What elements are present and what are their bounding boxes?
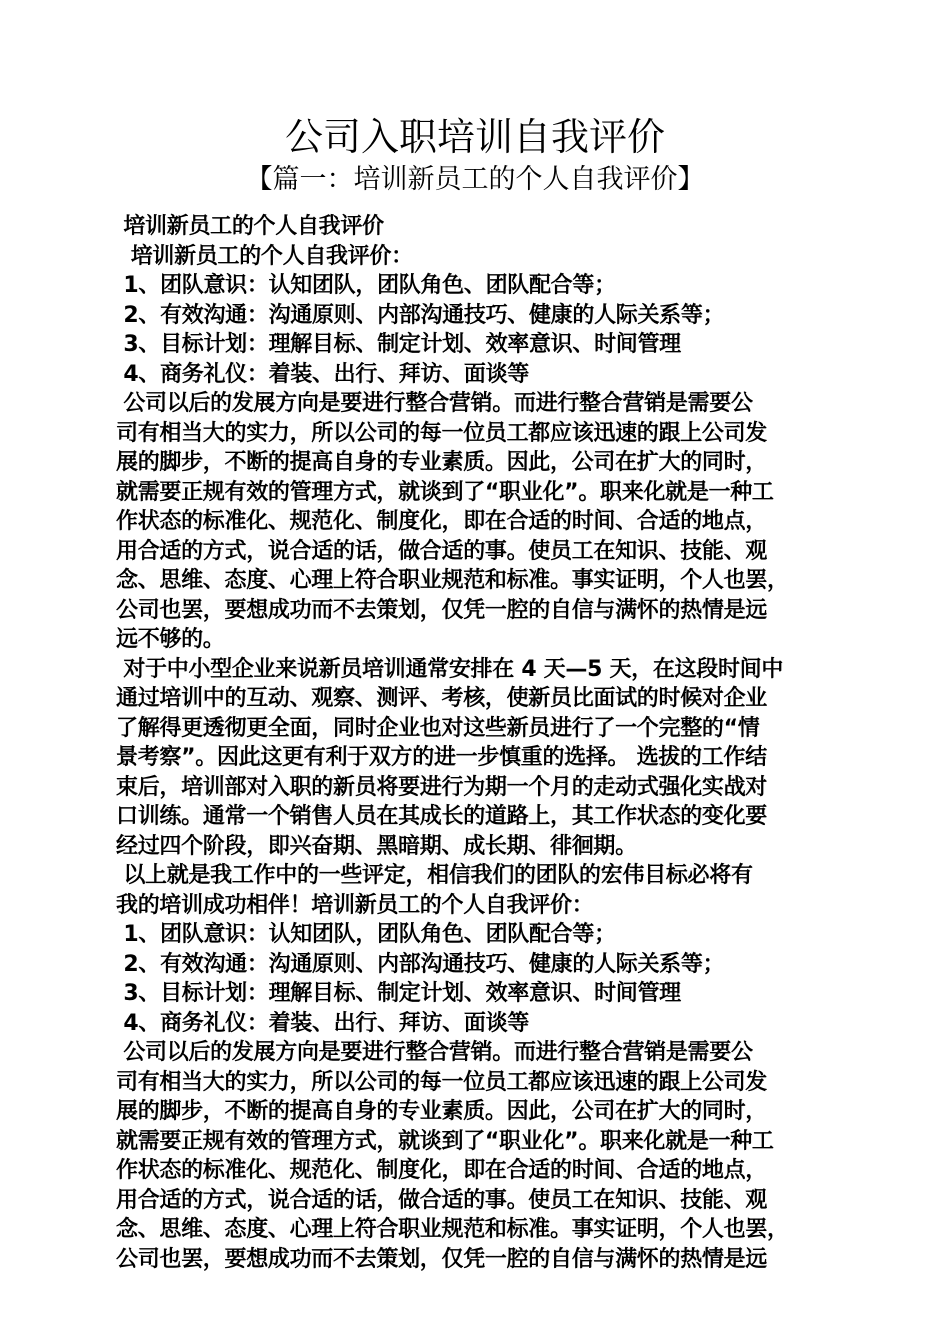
text-line: 4、商务礼仪：着装、出行、拜访、面谈等 [116, 1010, 529, 1036]
text-line: 培训新员工的个人自我评价： [116, 243, 413, 269]
text-line: 对于中小型企业来说新员培训通常安排在 4 天—5 天，在这段时间中 [116, 656, 784, 682]
text-line: 就需要正规有效的管理方式，就谈到了“职业化”。职来化就是一种工 [116, 1128, 774, 1154]
text-line: 了解得更透彻更全面，同时企业也对这些新员进行了一个完整的“情 [116, 715, 760, 741]
text-line: 通过培训中的互动、观察、测评、考核，使新员比面试的时候对企业 [116, 686, 768, 711]
document-subtitle: 【篇一：培训新员工的个人自我评价】 [245, 164, 705, 195]
text-line: 公司以后的发展方向是要进行整合营销。而进行整合营销是需要公 [116, 1040, 753, 1065]
text-line: 经过四个阶段，即兴奋期、黑暗期、成长期、徘徊期。 [116, 833, 637, 859]
text-line: 作状态的标准化、规范化、制度化，即在合适的时间、合适的地点， [116, 509, 768, 534]
text-line: 1、团队意识：认知团队，团队角色、团队配合等； [116, 273, 616, 298]
text-line: 3、目标计划：理解目标、制定计划、效率意识、时间管理 [116, 981, 681, 1006]
text-line: 以上就是我工作中的一些评定，相信我们的团队的宏伟目标必将有 [116, 863, 753, 888]
text-line: 公司也罢，要想成功而不去策划，仅凭一腔的自信与满怀的热情是远 [116, 1246, 768, 1272]
text-line: 用合适的方式，说合适的话，做合适的事。使员工在知识、技能、观 [116, 538, 768, 564]
text-line: 束后，培训部对入职的新员将要进行为期一个月的走动式强化实战对 [116, 774, 768, 800]
text-line: 培训新员工的个人自我评价 [116, 214, 384, 239]
text-line: 用合适的方式，说合适的话，做合适的事。使员工在知识、技能、观 [116, 1187, 768, 1213]
text-line: 3、目标计划：理解目标、制定计划、效率意识、时间管理 [116, 332, 681, 357]
text-line: 口训练。通常一个销售人员在其成长的道路上，其工作状态的变化要 [116, 804, 768, 829]
text-line: 展的脚步，不断的提高自身的专业素质。因此，公司在扩大的同时， [116, 1099, 768, 1124]
text-line: 念、思维、态度、心理上符合职业规范和标准。事实证明，个人也罢， [116, 568, 789, 593]
text-line: 我的培训成功相伴！培训新员工的个人自我评价： [116, 892, 594, 918]
text-line: 公司以后的发展方向是要进行整合营销。而进行整合营销是需要公 [116, 391, 753, 416]
text-line: 司有相当大的实力，所以公司的每一位员工都应该迅速的跟上公司发 [116, 420, 768, 446]
text-line: 4、商务礼仪：着装、出行、拜访、面谈等 [116, 361, 529, 387]
text-line: 2、有效沟通：沟通原则、内部沟通技巧、健康的人际关系等； [116, 951, 725, 977]
text-line: 景考察”。因此这更有利于双方的进一步慎重的选择。 选拔的工作结 [116, 745, 767, 770]
text-line: 就需要正规有效的管理方式，就谈到了“职业化”。职来化就是一种工 [116, 479, 774, 505]
text-line: 作状态的标准化、规范化、制度化，即在合适的时间、合适的地点， [116, 1158, 768, 1183]
document-body [116, 212, 840, 1274]
text-line: 司有相当大的实力，所以公司的每一位员工都应该迅速的跟上公司发 [116, 1069, 768, 1095]
text-line: 展的脚步，不断的提高自身的专业素质。因此，公司在扩大的同时， [116, 450, 768, 475]
text-line: 念、思维、态度、心理上符合职业规范和标准。事实证明，个人也罢， [116, 1217, 789, 1242]
document-title: 公司入职培训自我评价 [284, 115, 665, 159]
text-line: 1、团队意识：认知团队，团队角色、团队配合等； [116, 922, 616, 947]
text-line: 2、有效沟通：沟通原则、内部沟通技巧、健康的人际关系等； [116, 302, 725, 328]
text-line: 远不够的。 [116, 627, 225, 652]
text-line: 公司也罢，要想成功而不去策划，仅凭一腔的自信与满怀的热情是远 [116, 597, 768, 623]
